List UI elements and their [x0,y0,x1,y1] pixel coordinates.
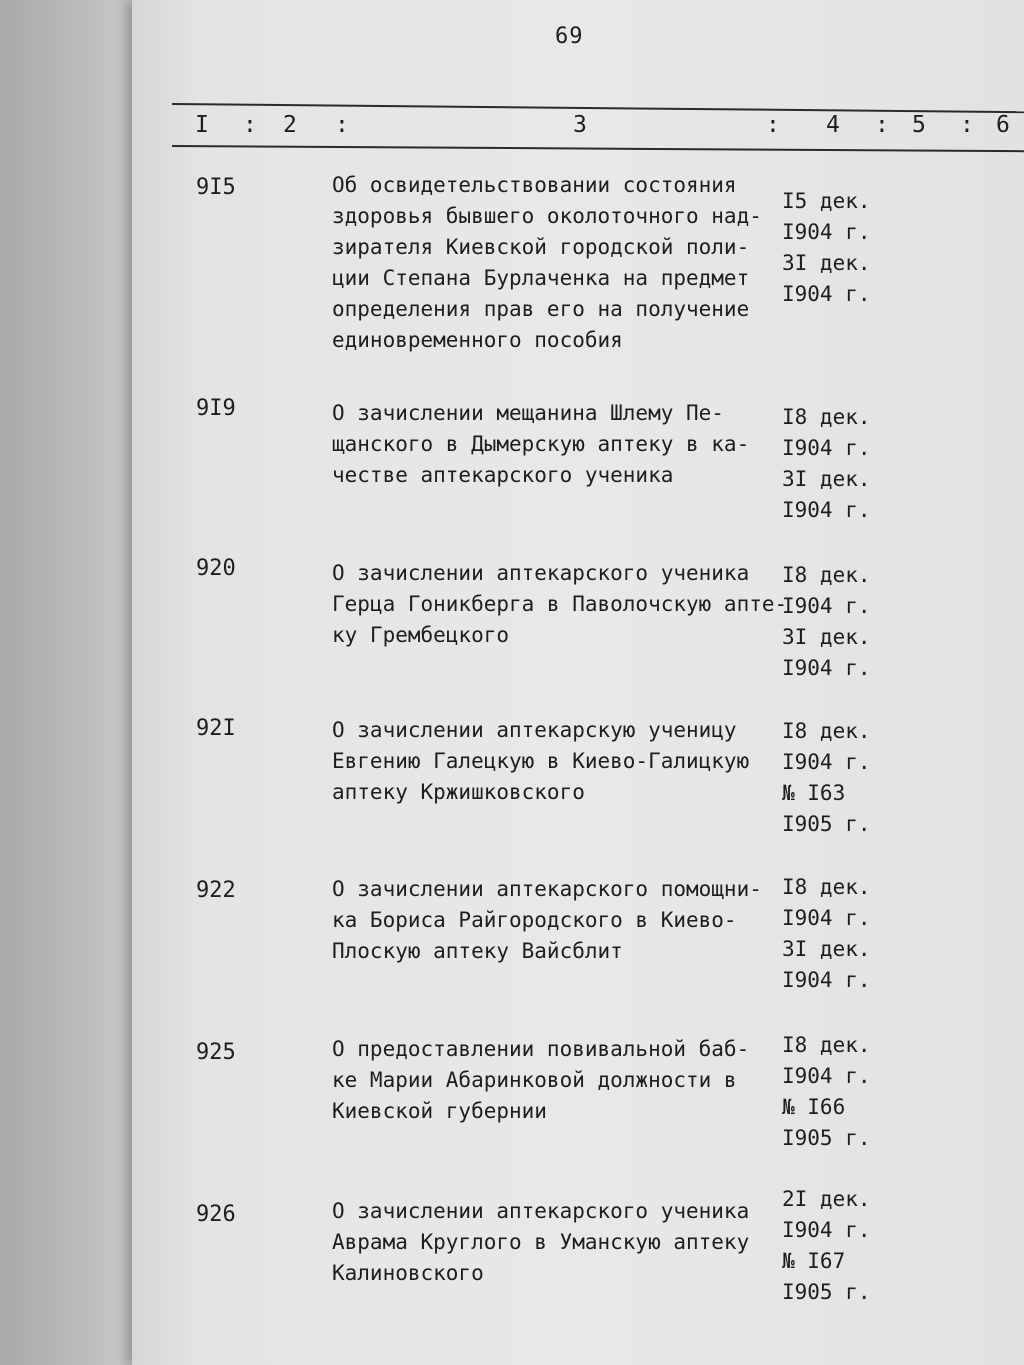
entry-date-line: I904 г. [782,220,871,244]
entry-date-line: I5 дек. [782,189,871,213]
entry-date-line: I904 г. [782,282,871,306]
entry-description [332,1034,782,1127]
entry-text-line: Герца Гоникберга в Паволочскую апте- [332,592,788,616]
entry-date-line: 2I дек. [782,1187,871,1211]
entry-text-line: О зачислении аптекарского ученика [332,561,750,585]
entry-date-line: I8 дек. [782,563,871,587]
entry-text-line: О предоставлении повивальной баб- [332,1037,750,1061]
entry-date-line: I8 дек. [782,1033,871,1057]
entry-date-line: 3I дек. [782,467,871,491]
entry-date-line: I904 г. [782,750,871,774]
header-separator: : [335,112,349,138]
entry-text-line: ции Степана Бурлаченка на предмет [332,266,750,290]
entry-date-line: I904 г. [782,1064,871,1088]
entry-text-line: ка Бориса Райгородского в Киево- [332,908,737,932]
entry-text-line: О зачислении аптекарского ученика [332,1199,750,1223]
entry-text-line: щанского в Дымерскую аптеку в ка- [332,432,750,456]
entry-text-line: ке Марии Абаринковой должности в [332,1068,737,1092]
entry-text-line: О зачислении аптекарского помощни- [332,877,762,901]
entry-text-line: Плоскую аптеку Вайсблит [332,939,623,963]
header-col-2: 2 [283,112,297,138]
header-col-5: 5 [912,112,926,138]
entry-dates [782,872,882,996]
entry-date-line: I904 г. [782,1218,871,1242]
entry-date-line: I904 г. [782,436,871,460]
entry-date-line: I905 г. [782,812,871,836]
entry-date-line: I904 г. [782,498,871,522]
entry-text-line: Аврама Круглого в Уманскую аптеку [332,1230,750,1254]
entry-date-line: I904 г. [782,968,871,992]
entry-date-line: 3I дек. [782,251,871,275]
entry-text-line: зирателя Киевской городской поли- [332,235,750,259]
entry-date-line: № I67 [782,1249,846,1273]
entry-text-line: аптеку Кржишковского [332,780,585,804]
entry-text-line: О зачислении мещанина Шлему Пе- [332,401,724,425]
entry-number: 92I [196,716,236,741]
entry-text-line: Об освидетельствовании состояния [332,173,737,197]
entry-number: 922 [196,878,236,903]
entry-date-line: № I63 [782,781,846,805]
previous-page-edge [0,0,140,1365]
header-separator: : [766,112,780,138]
header-col-4: 4 [826,112,840,138]
entry-date-line: I904 г. [782,906,871,930]
entry-dates [782,1030,882,1154]
entry-number: 920 [196,556,236,581]
entry-text-line: Евгению Галецкую в Киево-Галицкую [332,749,750,773]
entry-text-line: здоровья бывшего околоточного над- [332,204,762,228]
entry-text-line: единовременного пособия [332,328,623,352]
entry-date-line: № I66 [782,1095,846,1119]
entry-date-line: I8 дек. [782,875,871,899]
entry-text-line: определения прав его на получение [332,297,750,321]
entry-date-line: 3I дек. [782,625,871,649]
header-col-6: 6 [996,112,1010,138]
entry-description [332,398,782,491]
page-number: 69 [555,24,584,49]
entry-number: 926 [196,1202,236,1227]
entry-text-line: Киевской губернии [332,1099,547,1123]
entry-description [332,558,788,651]
entry-date-line: I8 дек. [782,719,871,743]
entry-description [332,1196,782,1289]
entry-description [332,170,782,356]
entry-number: 9I5 [196,175,236,200]
header-col-1: I [195,112,209,138]
entry-text-line: Калиновского [332,1261,484,1285]
header-separator: : [243,112,257,138]
entry-date-line: I904 г. [782,656,871,680]
entry-dates [782,716,882,840]
entry-date-line: I8 дек. [782,405,871,429]
entry-number: 9I9 [196,396,236,421]
entry-text-line: ку Грембецкого [332,623,510,647]
entry-text-line: честве аптекарского ученика [332,463,674,487]
entry-text-line: О зачислении аптекарскую ученицу [332,718,737,742]
entry-date-line: 3I дек. [782,937,871,961]
entry-description [332,874,782,967]
entry-dates [782,1184,882,1308]
entry-dates [782,402,882,526]
entry-number: 925 [196,1040,236,1065]
entry-date-line: I905 г. [782,1280,871,1304]
entry-dates [782,560,882,684]
entry-date-line: I905 г. [782,1126,871,1150]
header-separator: : [875,112,889,138]
entry-description [332,715,782,808]
header-separator: : [960,112,974,138]
entry-dates [782,186,882,310]
entry-date-line: I904 г. [782,594,871,618]
header-col-3: 3 [573,112,587,138]
